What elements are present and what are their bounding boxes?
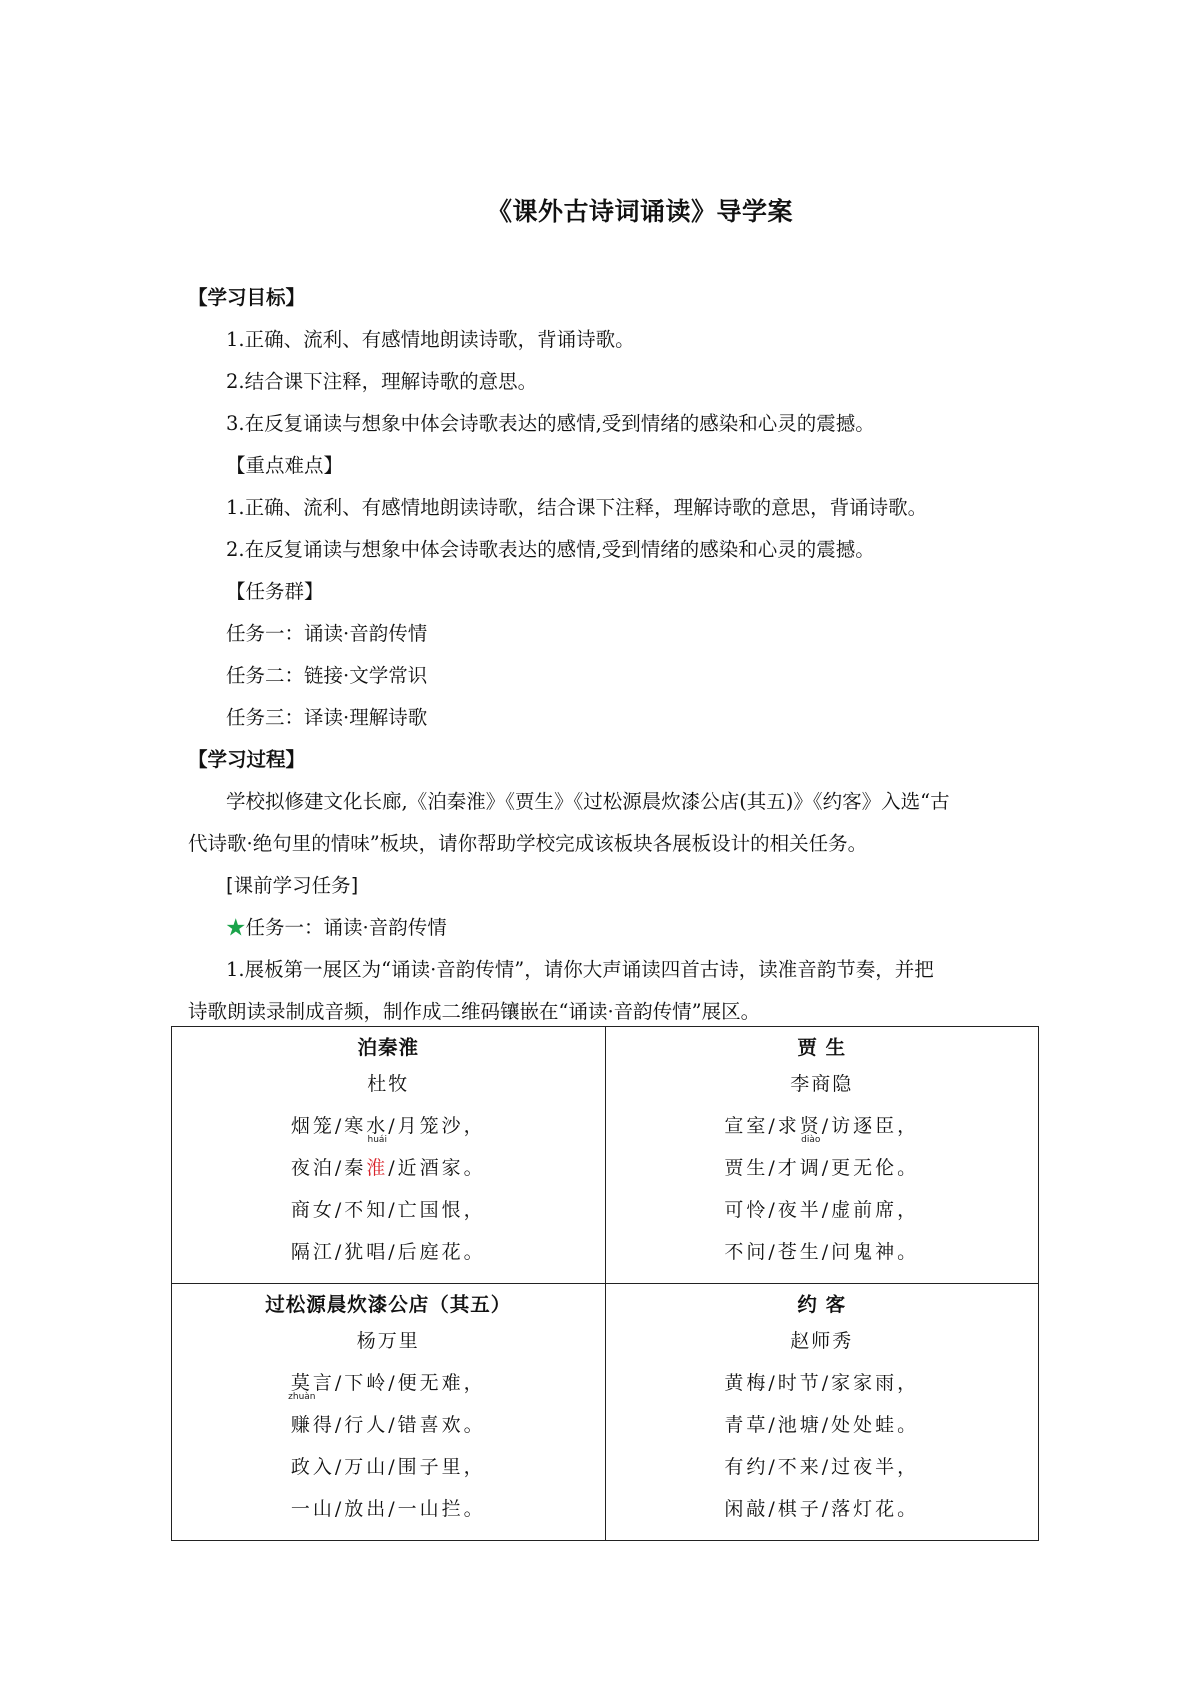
poem-line [606, 1135, 1039, 1189]
poem-line-part: 得/行人/错喜欢。 [312, 1414, 486, 1436]
pinyin-annotation: huái [367, 1135, 387, 1145]
poems-table [171, 1026, 1039, 1541]
key-points-heading: 【重点难点】 [226, 454, 344, 477]
task1-text-line-1: 1.展板第一展区为“诵读·音韵传情”，请你大声诵读四首古诗，读准音韵节奏，并把 [226, 958, 934, 981]
poem-line: 宣室/求贤/访逐臣， [724, 1115, 920, 1137]
poem-cell-bo-qin-huai [172, 1027, 606, 1284]
pre-class-heading: [课前学习任务] [226, 874, 359, 897]
task1-heading [226, 914, 447, 942]
poem-title: 泊秦淮 [357, 1036, 419, 1059]
poem-line-part: /更无伦。 [821, 1157, 920, 1179]
poem-line: 政入/万山/围子里， [290, 1456, 486, 1478]
poem-title: 约 客 [797, 1293, 847, 1316]
poem-line: 有约/不来/过夜半， [724, 1456, 920, 1478]
poem-cell-guo-song-yuan [172, 1284, 606, 1541]
poem-cell-yue-ke [605, 1284, 1039, 1541]
poem-line: 烟笼/寒水/月笼沙， [290, 1115, 486, 1137]
annotated-char [366, 1135, 389, 1189]
pinyin-annotation: zhuàn [288, 1392, 316, 1402]
poem-line: 闲敲/棋子/落灯花。 [724, 1498, 920, 1520]
document-title: 《课外古诗词诵读》导学案 [486, 197, 793, 226]
poem-line-part: 夜泊/秦 [290, 1157, 367, 1179]
annotated-char [288, 1392, 316, 1446]
poem-line [172, 1135, 605, 1189]
poem-author: 杜牧 [367, 1073, 410, 1095]
task1-text-line-2: 诗歌朗读录制成音频，制作成二维码镶嵌在“诵读·音韵传情”展区。 [188, 1000, 761, 1023]
poem-line: 商女/不知/亡国恨， [290, 1199, 486, 1221]
key-point-item-2: 2.在反复诵读与想象中体会诗歌表达的感情,受到情绪的感染和心灵的震撼。 [226, 538, 875, 561]
annotated-char-text: 调 [799, 1157, 822, 1179]
pinyin-annotation: diào [801, 1135, 821, 1145]
poem-author: 赵师秀 [790, 1330, 854, 1352]
goal-item-1: 1.正确、流利、有感情地朗读诗歌，背诵诗歌。 [226, 328, 635, 351]
process-intro-line-1: 学校拟修建文化长廊,《泊秦淮》《贾生》《过松源晨炊漆公店(其五)》《约客》入选“古 [226, 790, 950, 813]
poem-author: 李商隐 [790, 1073, 854, 1095]
poem-title: 贾 生 [797, 1036, 847, 1059]
goals-heading: 【学习目标】 [188, 286, 306, 309]
poem-line: 莫言/下岭/便无难， [290, 1372, 486, 1394]
task-group-item-2: 任务二：链接·文学常识 [226, 664, 428, 687]
task-group-heading: 【任务群】 [226, 580, 324, 603]
task-group-item-1: 任务一：诵读·音韵传情 [226, 622, 428, 645]
annotated-char-text: 赚 [290, 1414, 313, 1436]
poem-line: 可怜/夜半/虚前席， [724, 1199, 920, 1221]
poem-line-part: /近酒家。 [388, 1157, 486, 1179]
poem-line [172, 1392, 605, 1446]
goal-item-3: 3.在反复诵读与想象中体会诗歌表达的感情,受到情绪的感染和心灵的震撼。 [226, 412, 875, 435]
poem-cell-jia-sheng [605, 1027, 1039, 1284]
poem-title: 过松源晨炊漆公店（其五） [265, 1293, 512, 1316]
process-intro-line-2: 代诗歌·绝句里的情味”板块，请你帮助学校完成该板块各展板设计的相关任务。 [188, 832, 868, 855]
task-group-item-3: 任务三：译读·理解诗歌 [226, 706, 428, 729]
poem-line: 青草/池塘/处处蛙。 [724, 1414, 920, 1436]
poem-line: 隔江/犹唱/后庭花。 [290, 1241, 486, 1263]
poem-line: 黄梅/时节/家家雨， [724, 1372, 920, 1394]
annotated-char [799, 1135, 822, 1189]
poem-line-part: 贾生/才 [724, 1157, 800, 1179]
task1-label: 任务一：诵读·音韵传情 [245, 916, 447, 939]
poem-line: 一山/放出/一山拦。 [290, 1498, 486, 1520]
key-point-item-1: 1.正确、流利、有感情地朗读诗歌，结合课下注释，理解诗歌的意思，背诵诗歌。 [226, 496, 928, 519]
goal-item-2: 2.结合课下注释，理解诗歌的意思。 [226, 370, 538, 393]
process-heading: 【学习过程】 [188, 748, 306, 771]
star-icon: ★ [226, 916, 246, 939]
annotated-char-text: 淮 [366, 1157, 389, 1179]
poem-line: 不问/苍生/问鬼神。 [724, 1241, 920, 1263]
poem-author: 杨万里 [356, 1330, 420, 1352]
